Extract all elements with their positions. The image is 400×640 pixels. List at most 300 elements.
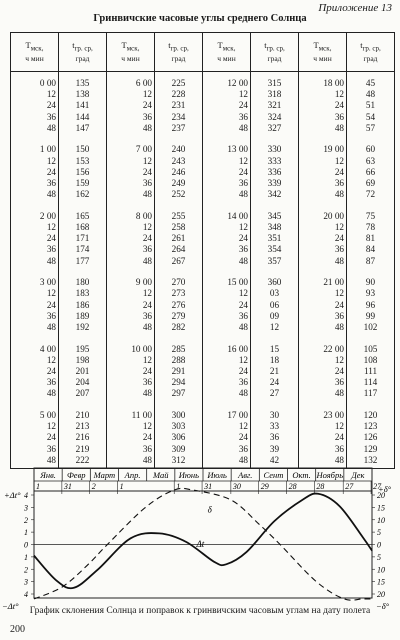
value-cell: 192 bbox=[75, 322, 90, 333]
time-cell: 12 bbox=[46, 155, 56, 166]
right-axis-bottom-label: −δ° bbox=[376, 601, 390, 611]
time-cell: 22 00 bbox=[323, 343, 344, 354]
header-time-sub: мск, bbox=[126, 44, 140, 53]
value-cell: 303 bbox=[171, 421, 186, 432]
value-cell: 279 bbox=[171, 310, 186, 321]
value-cell: 189 bbox=[75, 310, 90, 321]
right-axis-tick-label: 15 bbox=[377, 577, 385, 587]
day-tick-label: 31 bbox=[204, 482, 213, 491]
header-value-symbol: t bbox=[72, 40, 75, 51]
time-cell: 48 bbox=[142, 322, 152, 333]
value-cell: 129 bbox=[363, 443, 378, 454]
right-axis-tick-label: 10 bbox=[377, 565, 385, 575]
value-cell: 333 bbox=[267, 155, 282, 166]
day-tick-label: 1 bbox=[36, 482, 40, 491]
value-cell: 09 bbox=[269, 310, 280, 321]
time-cell: 12 bbox=[238, 222, 248, 233]
time-cell: 48 bbox=[46, 255, 56, 266]
time-cell: 24 bbox=[142, 100, 152, 111]
time-cell: 24 bbox=[238, 299, 248, 310]
time-cell: 12 bbox=[238, 421, 248, 432]
header-time-sub: мск, bbox=[30, 44, 44, 53]
value-cell: 357 bbox=[267, 255, 282, 266]
month-label: Май bbox=[153, 470, 169, 480]
time-cell: 12 bbox=[46, 354, 56, 365]
value-cell: 237 bbox=[171, 122, 186, 133]
value-cell: 201 bbox=[75, 366, 90, 377]
chart-caption: График склонения Солнца и поправок к гринвичским часовым углам на дату полета bbox=[29, 606, 371, 616]
value-cell: 90 bbox=[365, 277, 376, 288]
month-label: Окт. bbox=[292, 470, 311, 480]
time-cell: 12 bbox=[46, 421, 56, 432]
value-cell: 294 bbox=[171, 377, 186, 388]
time-cell: 24 bbox=[46, 432, 56, 443]
value-column-3 bbox=[347, 72, 395, 469]
time-cell: 48 bbox=[238, 189, 248, 200]
header-value-0 bbox=[59, 33, 107, 72]
time-cell: 12 bbox=[46, 288, 56, 299]
time-cell: 48 bbox=[142, 454, 152, 465]
time-cell: 14 00 bbox=[227, 210, 248, 221]
right-axis-tick-label: 20 bbox=[377, 590, 385, 599]
value-cell: 186 bbox=[75, 299, 90, 310]
time-cell: 36 bbox=[334, 244, 344, 255]
value-cell: 105 bbox=[363, 343, 378, 354]
header-value-unit: град bbox=[171, 53, 186, 63]
time-cell: 36 bbox=[142, 111, 152, 122]
value-cell: 312 bbox=[171, 454, 186, 465]
value-cell: 267 bbox=[171, 255, 186, 266]
value-cell: 327 bbox=[267, 122, 282, 133]
day-tick-label: 28 bbox=[288, 482, 297, 491]
value-cell: 81 bbox=[365, 233, 376, 244]
value-cell: 102 bbox=[363, 322, 378, 333]
value-cell: 171 bbox=[75, 233, 90, 244]
left-axis-top-label: +Δt° bbox=[4, 490, 21, 500]
value-cell: 63 bbox=[365, 155, 376, 166]
time-cell: 1 00 bbox=[39, 144, 56, 155]
time-cell: 20 00 bbox=[323, 210, 344, 221]
time-cell: 16 00 bbox=[227, 343, 248, 354]
time-cell: 12 bbox=[142, 421, 152, 432]
right-axis-tick-label: 15 bbox=[377, 503, 385, 513]
value-cell: 336 bbox=[267, 166, 282, 177]
value-cell: 93 bbox=[365, 288, 376, 299]
time-cell: 36 bbox=[46, 178, 56, 189]
correction-series-label: Δt bbox=[196, 538, 205, 549]
header-value-symbol: t bbox=[168, 40, 171, 51]
time-cell: 48 bbox=[238, 122, 248, 133]
time-cell: 12 bbox=[46, 89, 56, 100]
table-header-row bbox=[11, 33, 395, 72]
header-time-symbol: T bbox=[25, 40, 31, 51]
header-value-sub: гр. ср, bbox=[170, 44, 189, 53]
value-cell: 12 bbox=[269, 322, 280, 333]
value-cell: 60 bbox=[365, 144, 376, 155]
time-cell: 24 bbox=[238, 233, 248, 244]
header-value-symbol: t bbox=[360, 40, 363, 51]
time-cell: 36 bbox=[46, 244, 56, 255]
header-time-3 bbox=[299, 33, 347, 72]
time-cell: 18 00 bbox=[323, 78, 344, 88]
day-tick-label: 1 bbox=[176, 482, 181, 491]
time-cell: 19 00 bbox=[323, 144, 344, 155]
value-cell: 270 bbox=[171, 277, 186, 288]
time-cell: 12 bbox=[46, 222, 56, 233]
time-column-1 bbox=[107, 72, 155, 469]
time-cell: 48 bbox=[238, 388, 248, 399]
time-cell: 24 bbox=[238, 432, 248, 443]
time-cell: 15 00 bbox=[227, 277, 248, 288]
left-axis-bottom-label: −Δt° bbox=[2, 601, 19, 611]
value-cell: 231 bbox=[171, 100, 186, 111]
value-cell: 198 bbox=[75, 354, 90, 365]
value-cell: 18 bbox=[269, 354, 280, 365]
time-cell: 12 bbox=[142, 354, 152, 365]
value-cell: 204 bbox=[75, 377, 90, 388]
right-axis-tick-label: 20 bbox=[377, 491, 385, 500]
header-time-unit: ч мин bbox=[217, 53, 236, 63]
left-axis-tick-label: 4 bbox=[24, 491, 28, 500]
left-axis-tick-label: 1 bbox=[24, 552, 28, 562]
month-label: Сент bbox=[263, 470, 284, 480]
time-cell: 24 bbox=[334, 233, 344, 244]
time-column-3 bbox=[299, 72, 347, 469]
value-cell: 123 bbox=[363, 421, 378, 432]
time-cell: 24 bbox=[142, 366, 152, 377]
time-column-0 bbox=[11, 72, 59, 469]
right-axis-tick-label: 5 bbox=[377, 528, 381, 538]
value-cell: 219 bbox=[75, 443, 90, 454]
time-cell: 12 bbox=[142, 155, 152, 166]
value-cell: 249 bbox=[171, 178, 186, 189]
time-cell: 12 bbox=[334, 421, 344, 432]
time-cell: 24 bbox=[334, 166, 344, 177]
page-title: Гринвичские часовые углы среднего Солнца bbox=[93, 13, 307, 24]
value-cell: 321 bbox=[267, 100, 282, 111]
time-cell: 21 00 bbox=[323, 277, 344, 288]
value-cell: 228 bbox=[171, 89, 186, 100]
value-cell: 162 bbox=[75, 189, 90, 200]
value-cell: 30 bbox=[269, 410, 280, 421]
time-cell: 48 bbox=[142, 122, 152, 133]
time-cell: 12 bbox=[334, 89, 344, 100]
value-cell: 216 bbox=[75, 432, 90, 443]
time-cell: 36 bbox=[334, 377, 344, 388]
chart-svg bbox=[0, 466, 400, 611]
time-cell: 48 bbox=[334, 388, 344, 399]
header-time-2 bbox=[203, 33, 251, 72]
value-cell: 141 bbox=[75, 100, 90, 111]
left-axis-tick-label: 4 bbox=[24, 590, 28, 599]
header-time-unit: ч мин bbox=[121, 53, 140, 63]
value-cell: 21 bbox=[269, 366, 280, 377]
appendix-label: Приложение 13 bbox=[318, 2, 392, 14]
time-cell: 24 bbox=[142, 166, 152, 177]
header-value-2 bbox=[251, 33, 299, 72]
declination-chart bbox=[0, 466, 400, 616]
value-cell: 126 bbox=[363, 432, 378, 443]
value-cell: 261 bbox=[171, 233, 186, 244]
value-cell: 15 bbox=[269, 343, 280, 354]
time-cell: 24 bbox=[238, 100, 248, 111]
header-time-0 bbox=[11, 33, 59, 72]
time-cell: 12 bbox=[142, 222, 152, 233]
value-cell: 87 bbox=[365, 255, 376, 266]
value-cell: 222 bbox=[75, 454, 90, 465]
time-cell: 10 00 bbox=[131, 343, 152, 354]
right-axis-top-label: +δ° bbox=[378, 484, 392, 494]
time-cell: 36 bbox=[46, 443, 56, 454]
value-cell: 306 bbox=[171, 432, 186, 443]
header-value-unit: град bbox=[267, 53, 282, 63]
time-cell: 8 00 bbox=[135, 210, 152, 221]
time-cell: 36 bbox=[238, 244, 248, 255]
header-value-unit: град bbox=[363, 53, 378, 63]
time-cell: 5 00 bbox=[39, 410, 56, 421]
time-cell: 48 bbox=[46, 388, 56, 399]
day-tick-label: 2 bbox=[91, 482, 96, 491]
value-cell: 117 bbox=[363, 388, 378, 399]
day-tick-label: 29 bbox=[260, 482, 269, 491]
time-cell: 36 bbox=[238, 111, 248, 122]
right-axis-tick-label: 0 bbox=[377, 540, 381, 550]
value-cell: 324 bbox=[267, 111, 282, 122]
value-cell: 159 bbox=[75, 178, 90, 189]
time-cell: 36 bbox=[238, 443, 248, 454]
time-cell: 48 bbox=[334, 255, 344, 266]
value-cell: 246 bbox=[171, 166, 186, 177]
day-tick-label: 1 bbox=[119, 482, 124, 491]
time-cell: 12 bbox=[238, 354, 248, 365]
time-cell: 24 bbox=[46, 366, 56, 377]
value-cell: 66 bbox=[365, 166, 376, 177]
value-cell: 309 bbox=[171, 443, 186, 454]
time-cell: 36 bbox=[238, 310, 248, 321]
value-cell: 144 bbox=[75, 111, 90, 122]
page-number: 200 bbox=[10, 624, 25, 635]
table-body-row bbox=[11, 72, 395, 469]
header-time-sub: мск, bbox=[222, 44, 236, 53]
value-cell: 153 bbox=[75, 155, 90, 166]
left-axis-tick-label: 2 bbox=[24, 565, 28, 575]
time-cell: 48 bbox=[46, 322, 56, 333]
value-cell: 330 bbox=[267, 144, 282, 155]
time-cell: 12 bbox=[142, 288, 152, 299]
time-cell: 11 00 bbox=[131, 410, 152, 421]
month-label: Янв. bbox=[40, 470, 56, 480]
time-cell: 36 bbox=[46, 310, 56, 321]
value-cell: 207 bbox=[75, 388, 90, 399]
day-tick-label: 28 bbox=[316, 482, 325, 491]
time-cell: 36 bbox=[334, 178, 344, 189]
value-cell: 99 bbox=[365, 310, 376, 321]
value-cell: 345 bbox=[267, 210, 282, 221]
value-cell: 348 bbox=[267, 222, 282, 233]
month-label: Ноябрь bbox=[316, 470, 344, 480]
month-label: Июнь bbox=[178, 470, 200, 480]
time-cell: 36 bbox=[334, 443, 344, 454]
time-cell: 24 bbox=[142, 233, 152, 244]
header-value-unit: град bbox=[75, 53, 90, 63]
value-cell: 168 bbox=[75, 222, 90, 233]
header-time-unit: ч мин bbox=[25, 53, 44, 63]
day-tick-label: 30 bbox=[232, 482, 241, 491]
time-cell: 12 bbox=[238, 155, 248, 166]
month-label: Февр bbox=[66, 470, 86, 480]
value-cell: 258 bbox=[171, 222, 186, 233]
value-cell: 45 bbox=[365, 78, 376, 88]
value-cell: 138 bbox=[75, 89, 90, 100]
time-cell: 48 bbox=[46, 122, 56, 133]
header-time-symbol: T bbox=[313, 40, 319, 51]
value-cell: 210 bbox=[75, 410, 90, 421]
time-cell: 24 bbox=[334, 366, 344, 377]
month-label: Апр. bbox=[124, 470, 141, 480]
time-cell: 12 00 bbox=[227, 78, 248, 88]
value-cell: 273 bbox=[171, 288, 186, 299]
time-cell: 48 bbox=[334, 322, 344, 333]
time-cell: 12 bbox=[334, 222, 344, 233]
hour-angle-table bbox=[10, 32, 395, 469]
time-cell: 24 bbox=[238, 166, 248, 177]
header-value-sub: гр. ср, bbox=[74, 44, 93, 53]
right-axis-tick-label: 5 bbox=[377, 552, 381, 562]
value-cell: 195 bbox=[75, 343, 90, 354]
value-cell: 291 bbox=[171, 366, 186, 377]
time-cell: 24 bbox=[46, 233, 56, 244]
value-cell: 132 bbox=[363, 454, 378, 465]
time-cell: 36 bbox=[334, 111, 344, 122]
time-cell: 17 00 bbox=[227, 410, 248, 421]
value-cell: 72 bbox=[365, 189, 376, 200]
time-cell: 12 bbox=[334, 288, 344, 299]
time-cell: 48 bbox=[142, 388, 152, 399]
value-cell: 354 bbox=[267, 244, 282, 255]
month-label: Дек bbox=[351, 470, 365, 480]
month-label: Июль bbox=[207, 470, 227, 480]
value-cell: 177 bbox=[75, 255, 90, 266]
value-cell: 69 bbox=[365, 178, 376, 189]
time-cell: 24 bbox=[46, 299, 56, 310]
time-cell: 48 bbox=[238, 322, 248, 333]
time-cell: 48 bbox=[238, 454, 248, 465]
value-cell: 297 bbox=[171, 388, 186, 399]
time-cell: 36 bbox=[334, 310, 344, 321]
left-axis-tick-label: 3 bbox=[24, 503, 28, 513]
time-cell: 13 00 bbox=[227, 144, 248, 155]
value-cell: 111 bbox=[363, 366, 378, 377]
time-cell: 48 bbox=[334, 454, 344, 465]
header-value-sub: гр. ср, bbox=[266, 44, 285, 53]
value-cell: 57 bbox=[365, 122, 376, 133]
header-value-sub: гр. ср, bbox=[362, 44, 381, 53]
value-cell: 48 bbox=[365, 89, 376, 100]
time-cell: 48 bbox=[46, 454, 56, 465]
day-tick-label: 31 bbox=[63, 482, 72, 491]
time-cell: 24 bbox=[334, 299, 344, 310]
value-cell: 183 bbox=[75, 288, 90, 299]
value-cell: 174 bbox=[75, 244, 90, 255]
header-value-symbol: t bbox=[264, 40, 267, 51]
time-cell: 36 bbox=[238, 377, 248, 388]
time-cell: 6 00 bbox=[135, 78, 152, 88]
time-cell: 48 bbox=[46, 189, 56, 200]
value-cell: 51 bbox=[365, 100, 376, 111]
value-cell: 234 bbox=[171, 111, 186, 122]
value-cell: 351 bbox=[267, 233, 282, 244]
day-tick-label: 27 bbox=[373, 482, 382, 491]
time-cell: 36 bbox=[142, 443, 152, 454]
value-cell: 96 bbox=[365, 299, 376, 310]
time-cell: 9 00 bbox=[135, 277, 152, 288]
header-time-symbol: T bbox=[217, 40, 223, 51]
value-cell: 108 bbox=[363, 354, 378, 365]
value-cell: 120 bbox=[363, 410, 378, 421]
time-cell: 12 bbox=[238, 89, 248, 100]
time-cell: 24 bbox=[46, 100, 56, 111]
value-column-1 bbox=[155, 72, 203, 469]
value-cell: 300 bbox=[171, 410, 186, 421]
left-axis-tick-label: 3 bbox=[24, 577, 28, 587]
value-cell: 243 bbox=[171, 155, 186, 166]
time-cell: 36 bbox=[142, 178, 152, 189]
time-cell: 24 bbox=[142, 432, 152, 443]
time-cell: 7 00 bbox=[135, 144, 152, 155]
value-column-2 bbox=[251, 72, 299, 469]
header-value-1 bbox=[155, 33, 203, 72]
time-cell: 12 bbox=[334, 155, 344, 166]
value-cell: 285 bbox=[171, 343, 186, 354]
time-cell: 12 bbox=[238, 288, 248, 299]
value-cell: 54 bbox=[365, 111, 376, 122]
time-cell: 3 00 bbox=[39, 277, 56, 288]
value-cell: 78 bbox=[365, 222, 376, 233]
value-cell: 39 bbox=[269, 443, 280, 454]
value-cell: 288 bbox=[171, 354, 186, 365]
time-cell: 23 00 bbox=[323, 410, 344, 421]
value-cell: 360 bbox=[267, 277, 282, 288]
value-cell: 264 bbox=[171, 244, 186, 255]
value-cell: 339 bbox=[267, 178, 282, 189]
value-cell: 255 bbox=[171, 210, 186, 221]
value-cell: 33 bbox=[269, 421, 280, 432]
value-cell: 180 bbox=[75, 277, 90, 288]
time-cell: 24 bbox=[46, 166, 56, 177]
header-time-unit: ч мин bbox=[313, 53, 332, 63]
time-cell: 48 bbox=[334, 122, 344, 133]
value-cell: 342 bbox=[267, 189, 282, 200]
time-cell: 24 bbox=[238, 366, 248, 377]
header-time-sub: мск, bbox=[318, 44, 332, 53]
value-cell: 27 bbox=[269, 388, 280, 399]
time-cell: 36 bbox=[238, 178, 248, 189]
value-cell: 84 bbox=[365, 244, 376, 255]
value-cell: 147 bbox=[75, 122, 90, 133]
time-cell: 48 bbox=[142, 255, 152, 266]
value-cell: 240 bbox=[171, 144, 186, 155]
time-cell: 36 bbox=[46, 111, 56, 122]
month-label: Март bbox=[93, 470, 116, 480]
time-cell: 2 00 bbox=[39, 210, 56, 221]
value-cell: 318 bbox=[267, 89, 282, 100]
value-cell: 36 bbox=[269, 432, 280, 443]
time-cell: 24 bbox=[142, 299, 152, 310]
value-cell: 75 bbox=[365, 210, 376, 221]
time-cell: 24 bbox=[334, 100, 344, 111]
time-cell: 4 00 bbox=[39, 343, 56, 354]
time-cell: 48 bbox=[334, 189, 344, 200]
